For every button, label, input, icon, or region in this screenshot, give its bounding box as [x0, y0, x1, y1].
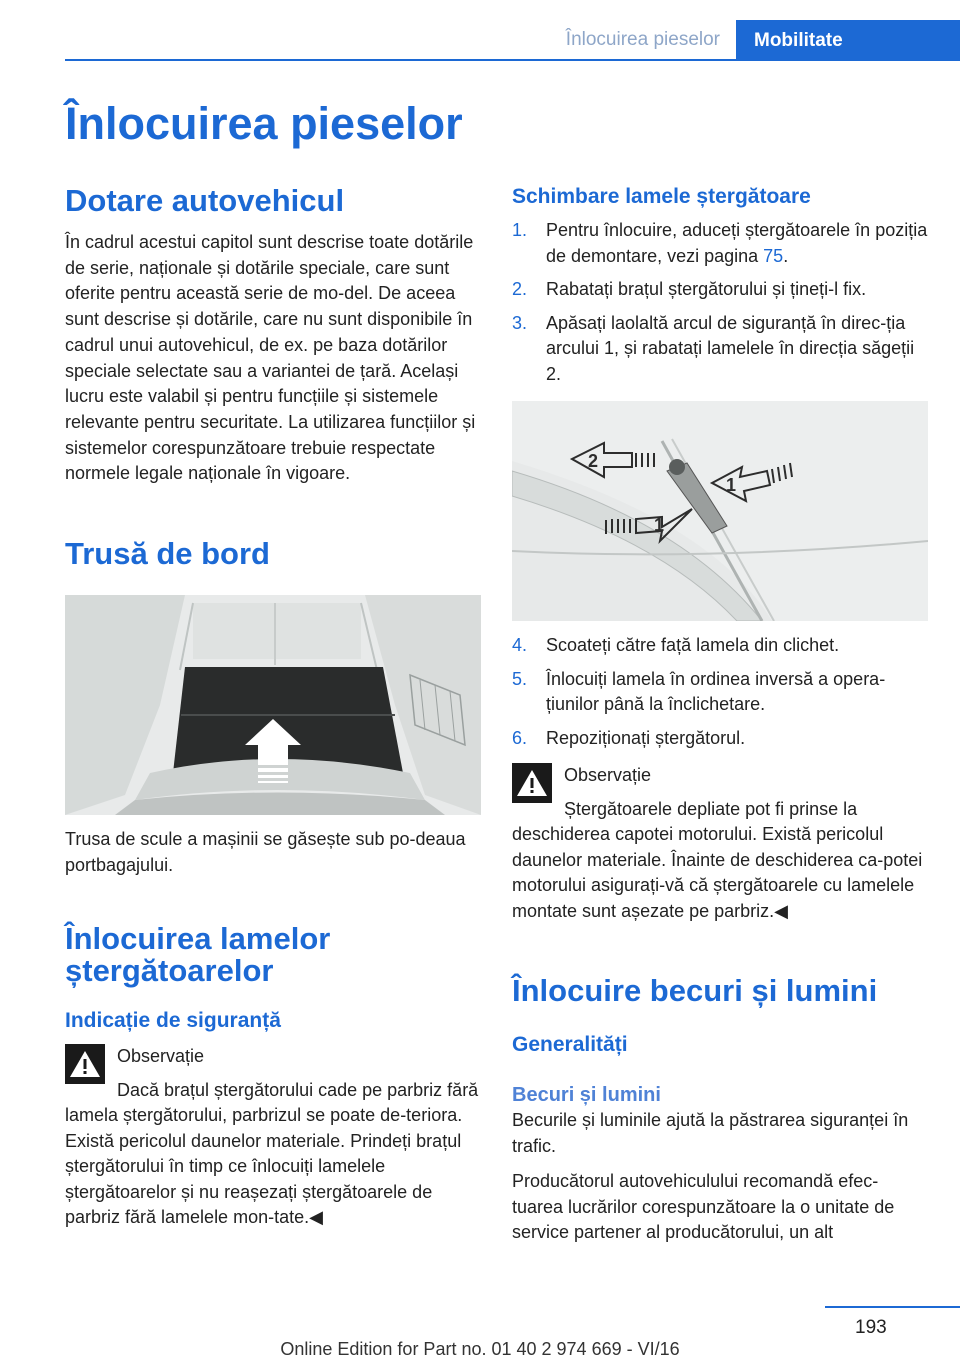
arrow-label-1b: 1 — [654, 515, 665, 535]
toolkit-caption: Trusa de scule a mașinii se găsește sub po-deaua portbagajului. — [65, 829, 466, 875]
general-subtitle: Generalități — [512, 1033, 628, 1056]
step-number: 4. — [512, 635, 528, 655]
page-number-rule — [825, 1306, 960, 1308]
left-column — [65, 184, 481, 1231]
section-title-bulbs: Înlocuire becuri și lumini — [512, 973, 878, 1008]
right-column — [512, 184, 928, 1246]
step-item — [512, 633, 928, 659]
warning-label: Observație — [564, 765, 652, 785]
step-number: 3. — [512, 312, 528, 333]
bulbs-subtitle: Becuri și lumini — [512, 1084, 661, 1106]
steps-list-b — [512, 633, 928, 751]
bulbs-paragraph-2: Producătorul autovehiculului recomandă efec-tuarea lucrărilor corespunzătoare la o unitate de service partener al producătorului, un alt — [512, 1171, 895, 1242]
step-number: 2. — [512, 279, 528, 299]
step-item — [512, 277, 928, 303]
warning-label: Observație — [117, 1046, 205, 1067]
page-title: Înlocuirea pieselor — [65, 98, 463, 149]
step-number: 6. — [512, 727, 528, 748]
step-text: Rabatați brațul ștergătorului și țineți-l fix. — [546, 279, 867, 299]
step-text: Scoateți către față lamela din clichet. — [546, 635, 840, 655]
page-number: 193 — [855, 1317, 887, 1338]
section-title-toolkit: Trusă de bord — [65, 536, 270, 572]
section-title-wipers-line1: Înlocuirea lamelor — [65, 921, 331, 957]
page-link[interactable]: 75 — [763, 245, 784, 266]
section-title-equipment: Dotare autovehicul — [65, 183, 345, 218]
wiper-image — [512, 401, 928, 621]
trunk-illustration — [65, 595, 481, 815]
equipment-paragraph: În cadrul acestui capitol sunt descrise toate dotările de serie, naționale și dotările speciale, care sunt oferite pentru această serie de mo-del. De aceea sunt descrise și dotările, care nu sunt disponibile în cadrul unui autovehicul, de ex. pe baza dotărilor speciale selectate sau a variantei de țară. Același lucru este valabil și pentru funcțiile și sistemele relevante pentru securitate. La utilizarea funcțiilor și sistemelor corespunzătoare trebuie respectate normele legale naționale în vigoare. — [65, 232, 476, 484]
warning-text: Dacă brațul ștergătorului cade pe parbriz fără lamela ștergătorului, parbrizul se poate de-teriora. Există pericolul daunelor materiale. Prindeți brațul ștergătorului în timp ce înlocuiți lamelele ștergătoarelor și nu reașezați ștergătoarele de parbriz fără lamelele mon-tate.◀ — [65, 1079, 479, 1228]
step-item — [512, 218, 928, 269]
header-section-crumb[interactable]: Înlocuirea pieselor — [565, 29, 720, 50]
step-number: 5. — [512, 668, 528, 689]
footer-edition: Online Edition for Part no. 01 40 2 974 669 - VI/16 — [280, 1339, 680, 1359]
step-text-tail: . — [783, 245, 789, 266]
step-text: Repoziționați ștergătorul. — [546, 727, 746, 748]
header-chapter-tab[interactable]: Mobilitate — [736, 20, 960, 61]
warning-note-hood — [512, 763, 928, 924]
arrow-label-1a: 1 — [726, 475, 737, 495]
step-text: Pentru înlocuire, aduceți ștergătoarele în poziția de demontare, vezi pagina — [546, 220, 928, 266]
steps-list-a — [512, 218, 928, 387]
step-text: Înlocuiți lamela în ordinea inversă a opera-țiunilor până la înclichetare. — [546, 668, 886, 714]
arrow-label-2: 2 — [588, 451, 599, 471]
section-title-wipers-line2: ștergătoarelor — [65, 953, 274, 989]
wiper-illustration — [512, 401, 928, 621]
step-number: 1. — [512, 220, 528, 240]
step-text: Apăsați laolaltă arcul de siguranță în direc-ția arcului 1, și rabatați lamelele în direcția săgeții 2. — [546, 312, 915, 384]
bulbs-paragraph-1: Becurile și luminile ajută la păstrarea siguranței în trafic. — [512, 1110, 909, 1156]
running-header — [65, 20, 960, 61]
step-item — [512, 726, 928, 752]
step-item — [512, 311, 928, 388]
safety-subtitle: Indicație de siguranță — [65, 1009, 281, 1033]
warning-text: Ștergătoarele depliate pot fi prinse la deschiderea capotei motorului. Există pericolul daunelor materiale. Înainte de deschiderea ca-potei motorului asigurați-vă că ștergătoarele cu lamelele montate sunt așezate pe parbriz.◀ — [512, 798, 923, 921]
warning-icon — [512, 763, 552, 803]
trunk-image — [65, 595, 481, 815]
steps-title: Schimbare lamele ștergătoare — [512, 185, 811, 208]
warning-icon — [65, 1044, 105, 1084]
step-item — [512, 667, 928, 718]
warning-note-wiper-arm — [65, 1044, 481, 1231]
